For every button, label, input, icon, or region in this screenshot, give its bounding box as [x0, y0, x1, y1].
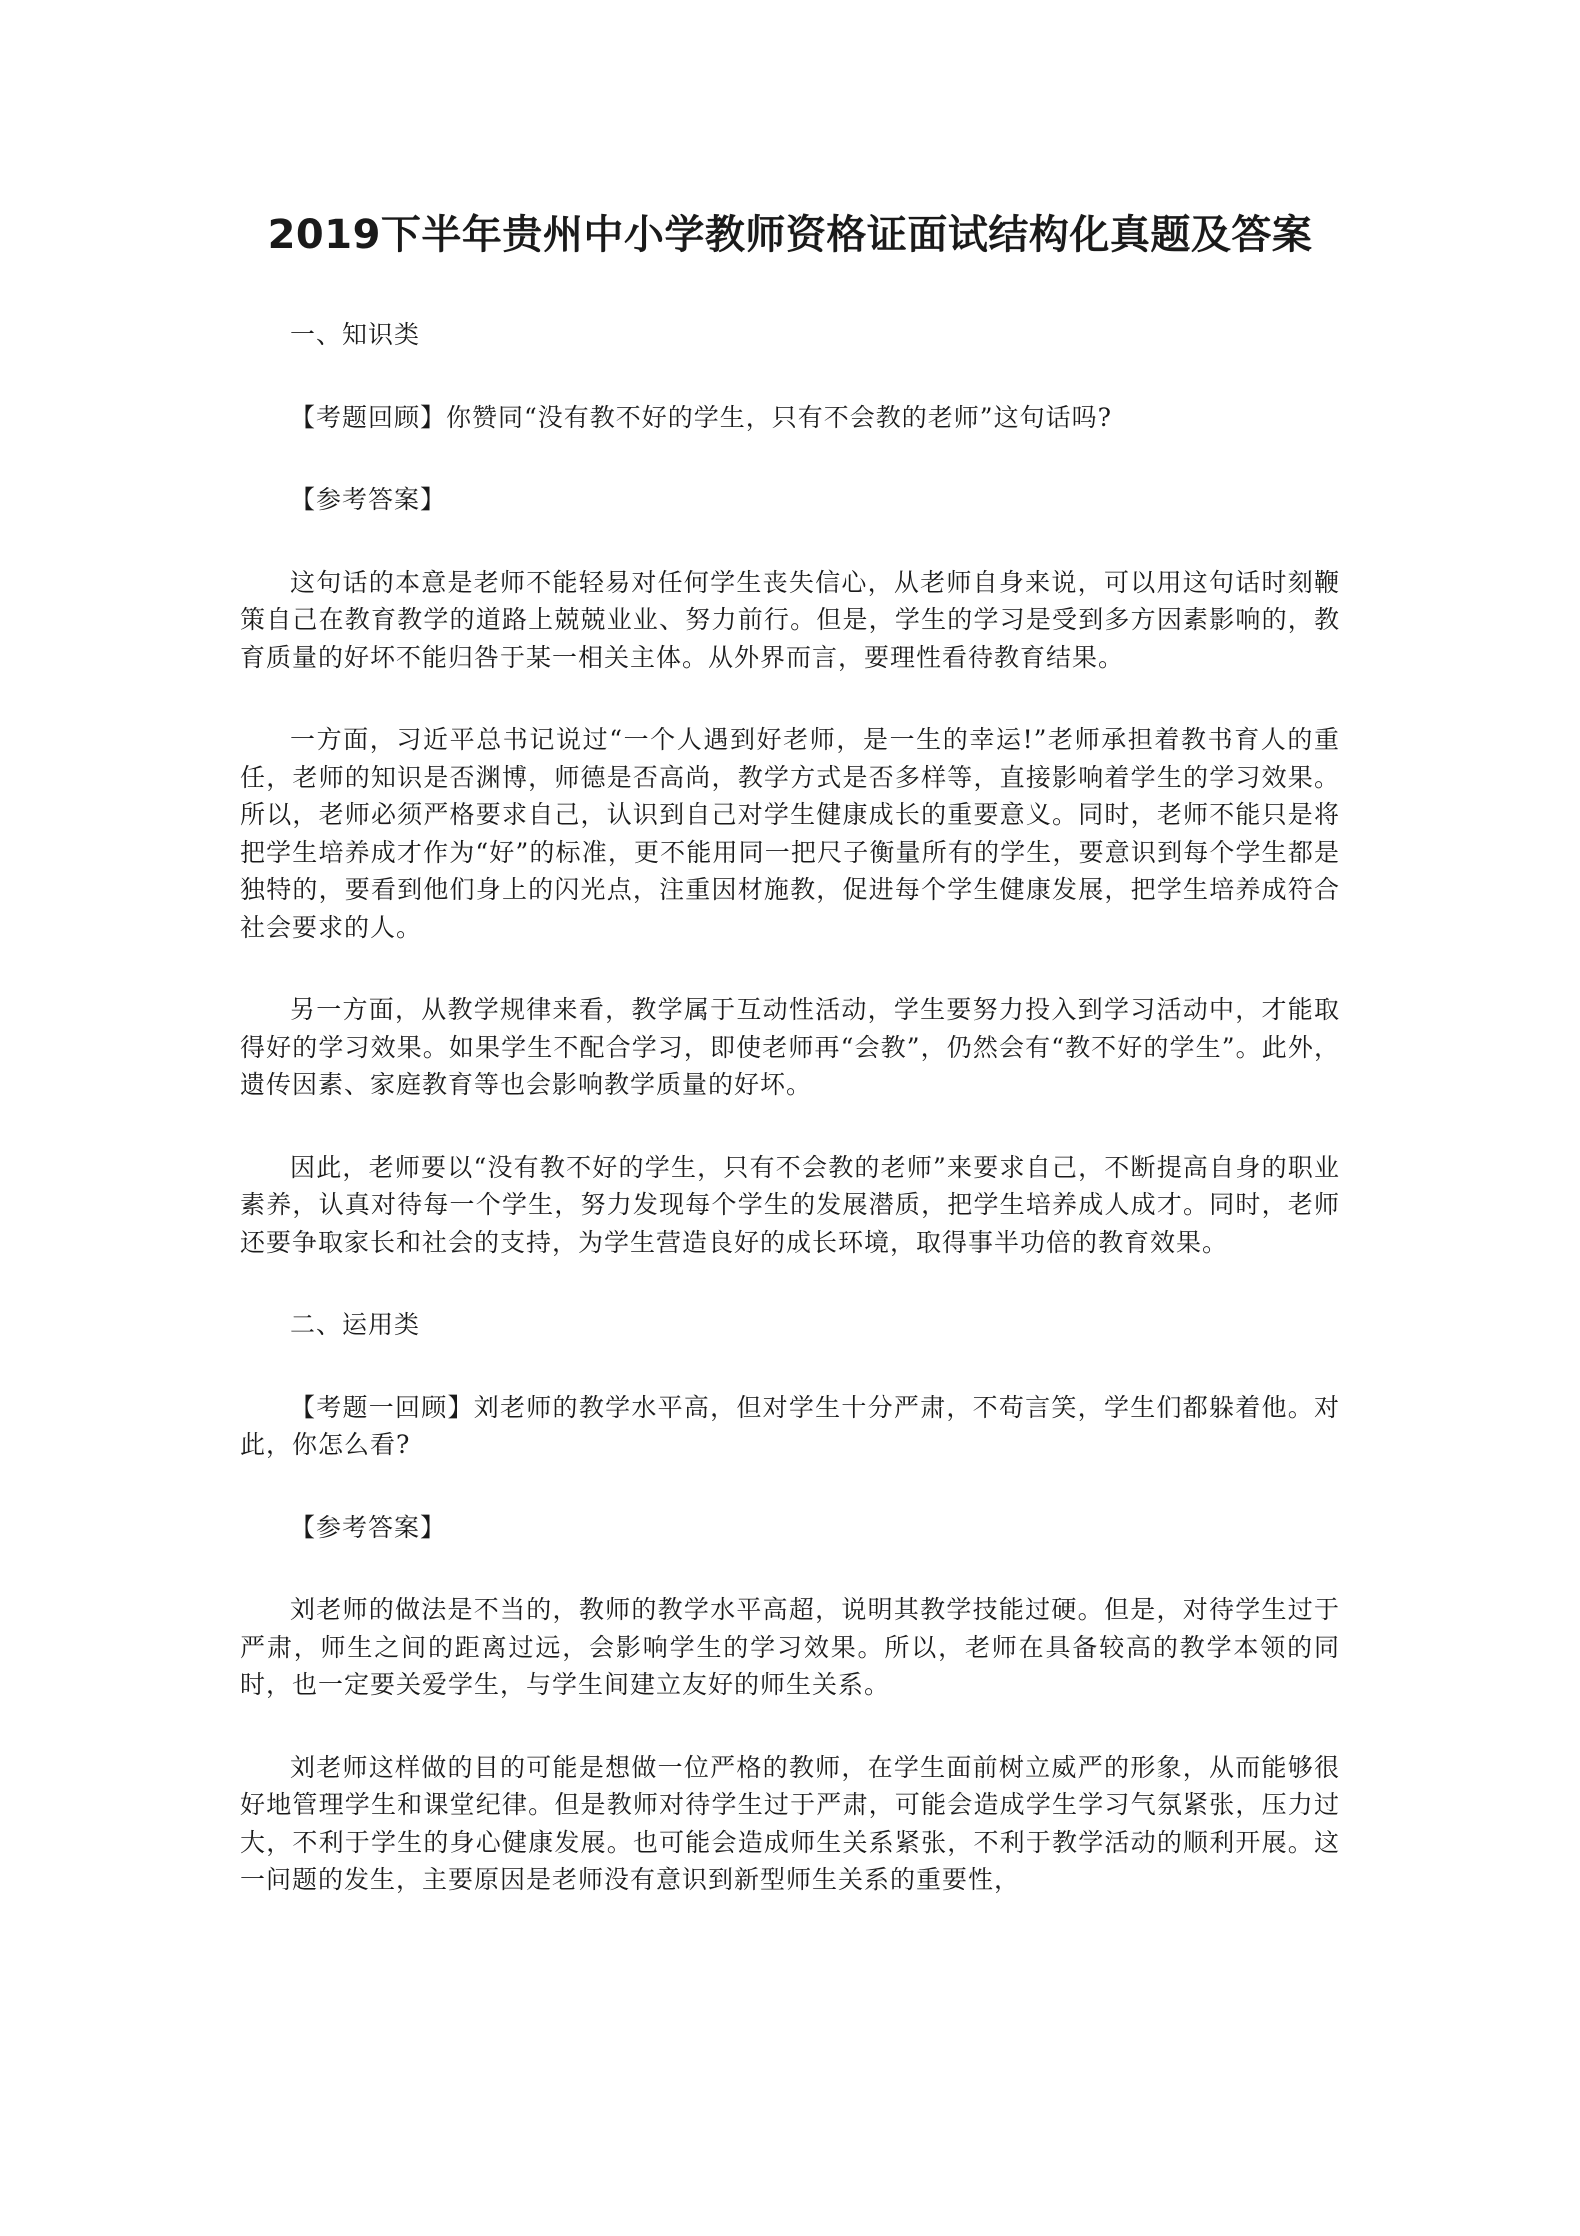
answer-paragraph: 一方面，习近平总书记说过“一个人遇到好老师，是一生的幸运!”老师承担着教书育人的重任，老师的知识是否渊博，师德是否高尚，教学方式是否多样等，直接影响着学生的学习效果。所以，老师必须严格要求自己，认识到自己对学生健康成长的重要意义。同时，老师不能只是将把学生培养成才作为“好”的标准，更不能用同一把尺子衡量所有的学生，要意识到每个学生都是独特的，要看到他们身上的闪光点，注重因材施教，促进每个学生健康发展，把学生培养成符合社会要求的人。	[240, 725, 1340, 942]
reference-answer-label-1: 【参考答案】	[290, 485, 447, 514]
question-review-1: 【考题回顾】你赞同“没有教不好的学生，只有不会教的老师”这句话吗?	[290, 402, 1112, 432]
answer-paragraph: 刘老师的做法是不当的，教师的教学水平高超，说明其教学技能过硬。但是，对待学生过于严肃，师生之间的距离过远，会影响学生的学习效果。所以，老师在具备较高的教学本领的同时，也一定要关爱学生，与学生间建立友好的师生关系。	[240, 1595, 1340, 1699]
answer-paragraph: 另一方面，从教学规律来看，教学属于互动性活动，学生要努力投入到学习活动中，才能取得好的学习效果。如果学生不配合学习，即使老师再“会教”，仍然会有“教不好的学生”。此外，遗传因素、家庭教育等也会影响教学质量的好坏。	[240, 995, 1340, 1099]
reference-answer-label-2: 【参考答案】	[290, 1512, 447, 1542]
section-heading-knowledge: 一、知识类	[290, 320, 421, 349]
answer-paragraph: 刘老师这样做的目的可能是想做一位严格的教师，在学生面前树立威严的形象，从而能够很好地管理学生和课堂纪律。但是教师对待学生过于严肃，可能会造成学生学习气氛紧张，压力过大，不利于学生的身心健康发展。也可能会造成师生关系紧张，不利于教学活动的顺利开展。这一问题的发生，主要原因是老师没有意识到新型师生关系的重要性，	[240, 1752, 1340, 1894]
document-body	[240, 316, 1340, 1944]
question-review-2: 【考题一回顾】刘老师的教学水平高，但对学生十分严肃，不苟言笑，学生们都躲着他。对此，你怎么看?	[240, 1392, 1340, 1459]
answer-paragraph: 因此，老师要以“没有教不好的学生，只有不会教的老师”来要求自己，不断提高自身的职业素养，认真对待每一个学生，努力发现每个学生的发展潜质，把学生培养成人成才。同时，老师还要争取家长和社会的支持，为学生营造良好的成长环境，取得事半功倍的教育效果。	[240, 1152, 1340, 1257]
document-title: 2019下半年贵州中小学教师资格证面试结构化真题及答案	[267, 212, 1313, 258]
answer-paragraph: 这句话的本意是老师不能轻易对任何学生丧失信心，从老师自身来说，可以用这句话时刻鞭策自己在教育教学的道路上兢兢业业、努力前行。但是，学生的学习是受到多方因素影响的，教育质量的好坏不能归咎于某一相关主体。从外界而言，要理性看待教育结果。	[240, 567, 1340, 672]
section-heading-application: 二、运用类	[290, 1310, 421, 1339]
